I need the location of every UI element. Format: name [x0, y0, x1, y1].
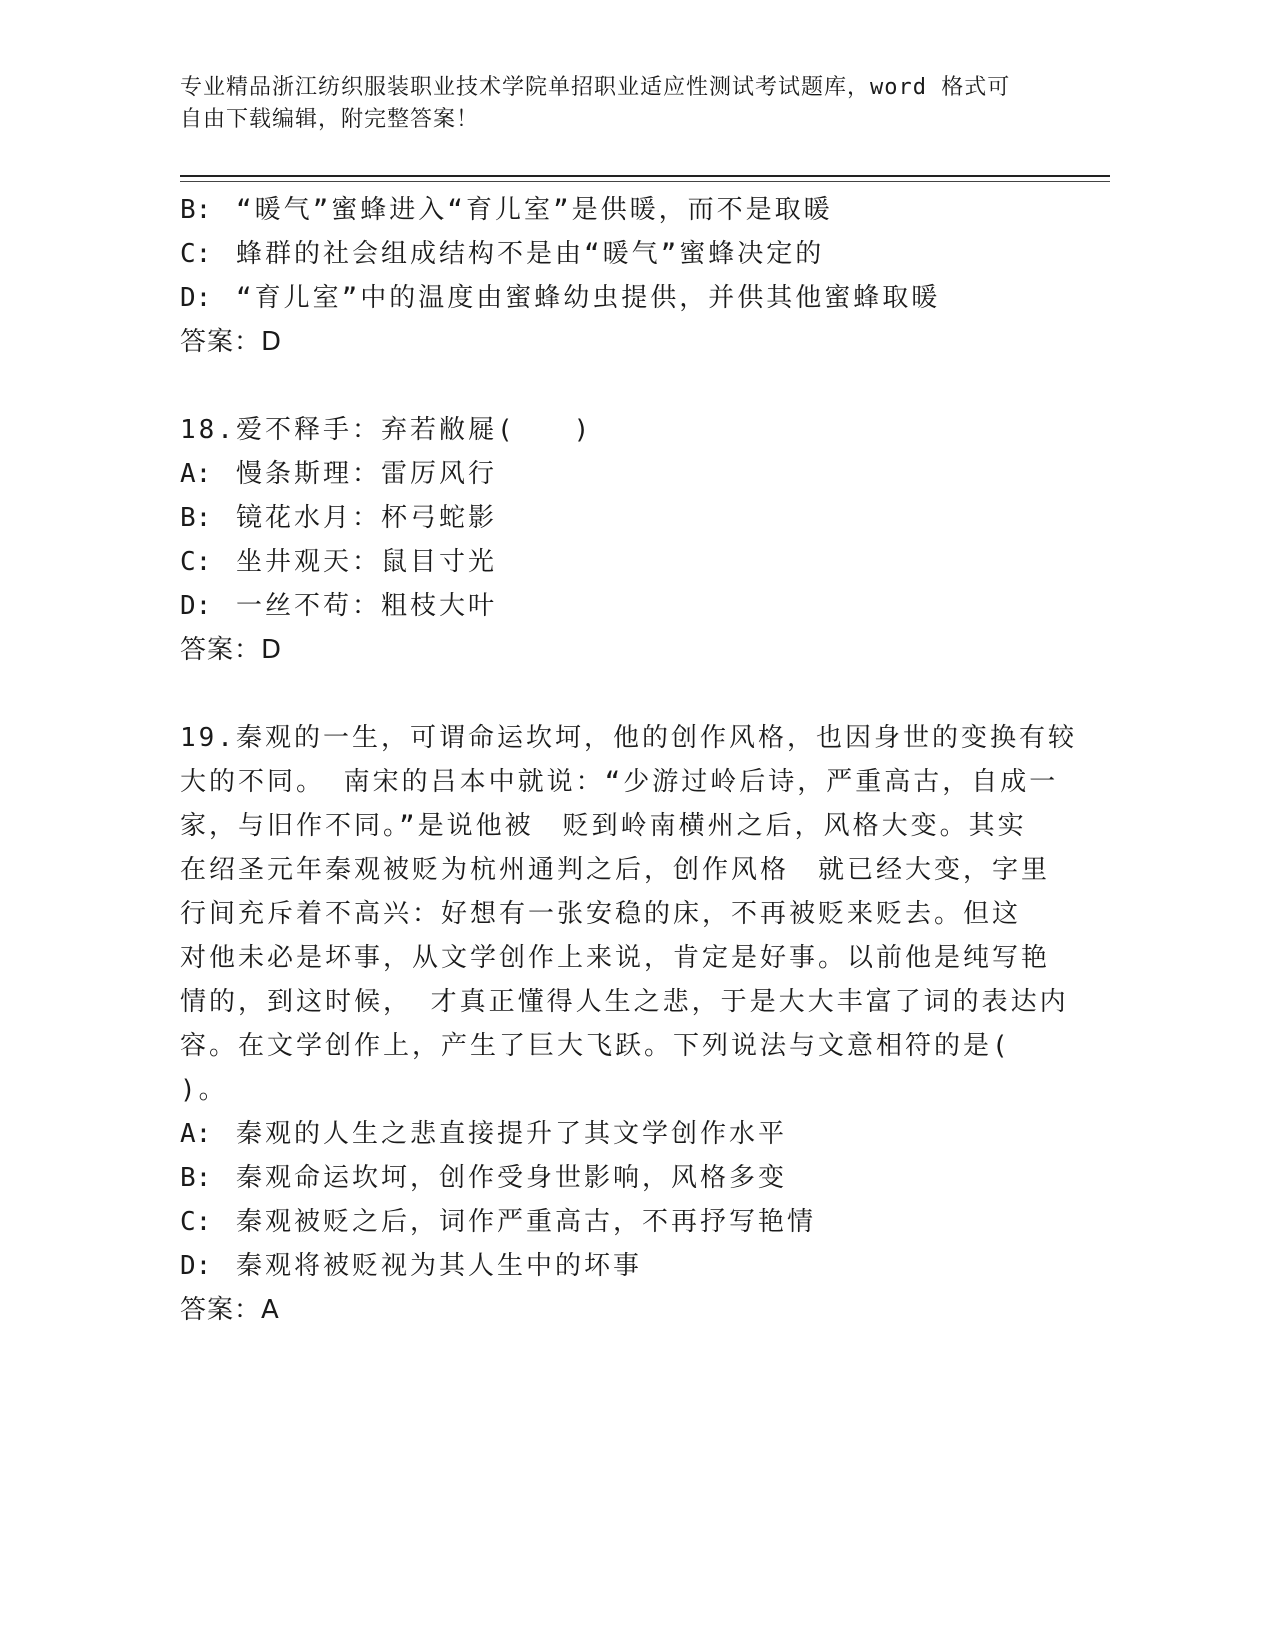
header-line-1: 专业精品浙江纺织服装职业技术学院单招职业适应性测试考试题库，word 格式可 — [180, 75, 1011, 100]
option-b — [180, 496, 1060, 540]
option-text: 慢条斯理：雷厉风行 — [236, 459, 498, 489]
option-letter: C: — [180, 547, 212, 577]
option-text: “育儿室”中的温度由蜜蜂幼虫提供，并供其他蜜蜂取暖 — [236, 283, 941, 313]
option-c — [180, 1200, 1060, 1244]
option-text: “暖气”蜜蜂进入“育儿室”是供暖，而不是取暖 — [236, 195, 833, 225]
stem-line: 在绍圣元年秦观被贬为杭州通判之后，创作风格 就已经大变，字里 — [180, 855, 1051, 885]
question-17 — [180, 188, 1060, 364]
option-b — [180, 188, 1060, 232]
option-text: 镜花水月：杯弓蛇影 — [236, 503, 498, 533]
option-letter: C: — [180, 239, 212, 269]
option-d — [180, 1244, 1060, 1288]
option-text: 秦观的人生之悲直接提升了其文学创作水平 — [236, 1119, 788, 1149]
option-letter: B: — [180, 195, 212, 225]
question-stem: 18.爱不释手：弃若敝屣( ) — [180, 415, 593, 445]
option-c — [180, 232, 1060, 276]
question-19 — [180, 716, 1077, 1332]
stem-line: 行间充斥着不高兴：好想有一张安稳的床，不再被贬来贬去。但这 — [180, 899, 1022, 929]
option-text: 秦观被贬之后，词作严重高古，不再抒写艳情 — [236, 1207, 817, 1237]
stem-line: )。 — [180, 1075, 228, 1105]
option-a — [180, 452, 1060, 496]
option-c — [180, 540, 1060, 584]
stem-line: 情的，到这时候， 才真正懂得人生之悲，于是大大丰富了词的表达内 — [180, 987, 1069, 1017]
stem-line: 19.秦观的一生，可谓命运坎坷，他的创作风格，也因身世的变换有较 — [180, 723, 1077, 753]
option-text: 坐井观天：鼠目寸光 — [236, 547, 498, 577]
option-letter: A: — [180, 1119, 212, 1149]
option-text: 秦观命运坎坷，创作受身世影响，风格多变 — [236, 1163, 788, 1193]
answer-17: 答案：D — [180, 327, 283, 357]
option-text: 蜂群的社会组成结构不是由“暖气”蜜蜂决定的 — [236, 239, 825, 269]
option-letter: D: — [180, 283, 212, 313]
stem-line: 家，与旧作不同。”是说他被 贬到岭南横州之后，风格大变。其实 — [180, 811, 1027, 841]
header-line-2: 自由下载编辑，附完整答案！ — [180, 107, 480, 132]
answer-19: 答案：A — [180, 1295, 280, 1325]
option-text: 秦观将被贬视为其人生中的坏事 — [236, 1251, 643, 1281]
question-18 — [180, 408, 1060, 672]
stem-line: 大的不同。 南宋的吕本中就说：“少游过岭后诗，严重高古，自成一 — [180, 767, 1059, 797]
option-a — [180, 1112, 1060, 1156]
option-text: 一丝不苟：粗枝大叶 — [236, 591, 498, 621]
option-letter: B: — [180, 1163, 212, 1193]
header-rule-thick — [180, 175, 1110, 177]
option-letter: B: — [180, 503, 212, 533]
document-body — [180, 188, 1077, 1332]
option-letter: C: — [180, 1207, 212, 1237]
option-d — [180, 584, 1060, 628]
stem-line: 对他未必是坏事，从文学创作上来说，肯定是好事。以前他是纯写艳 — [180, 943, 1051, 973]
option-letter: D: — [180, 591, 212, 621]
option-letter: D: — [180, 1251, 212, 1281]
option-b — [180, 1156, 1060, 1200]
answer-18: 答案：D — [180, 635, 283, 665]
header-rule-thin — [180, 181, 1110, 182]
option-letter: A: — [180, 459, 212, 489]
option-d — [180, 276, 1060, 320]
stem-line: 容。在文学创作上，产生了巨大飞跃。下列说法与文意相符的是( — [180, 1031, 1011, 1061]
document-header — [180, 72, 1060, 136]
